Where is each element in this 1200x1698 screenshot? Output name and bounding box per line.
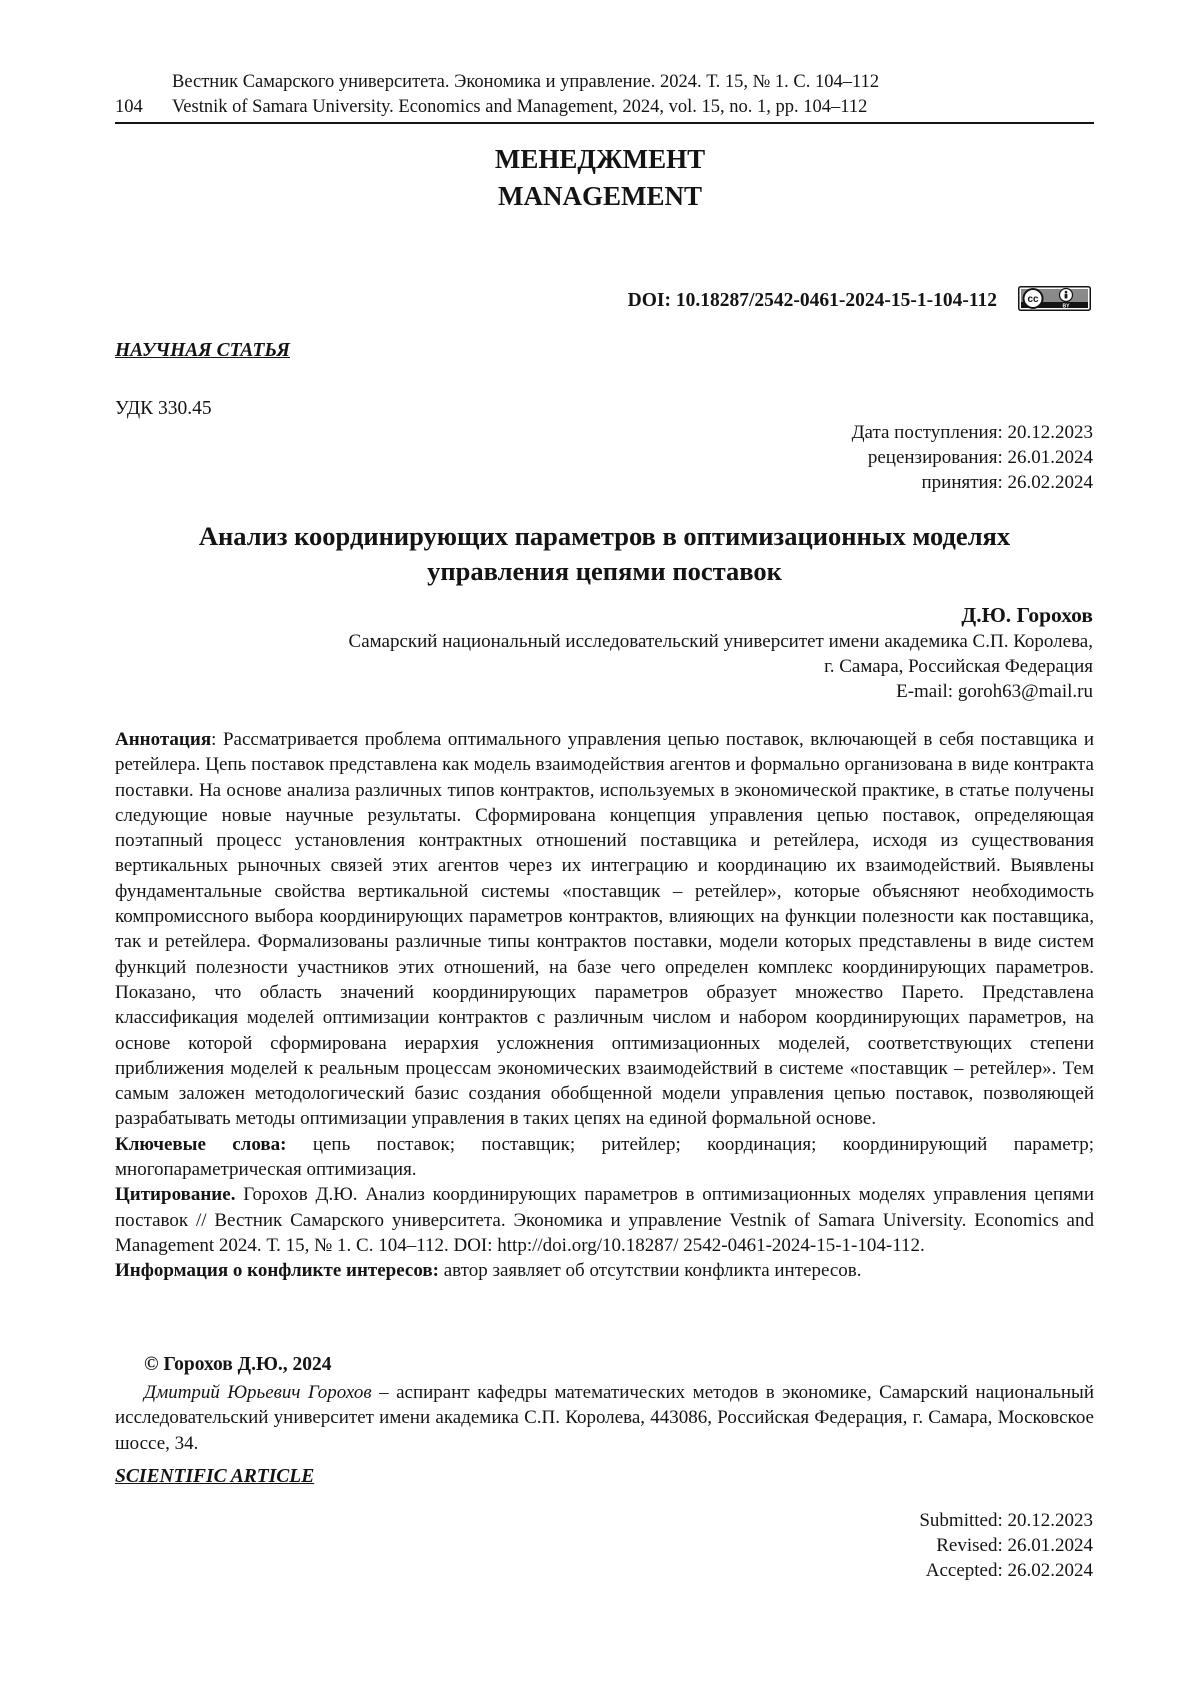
citation-paragraph: [115, 1182, 1094, 1258]
author-email[interactable]: E-mail: goroh63@mail.ru: [896, 681, 1093, 702]
bio-name: Дмитрий Юрьевич Горохов: [144, 1382, 372, 1403]
date-received: Дата поступления: 20.12.2023: [851, 422, 1093, 443]
date-submitted: Submitted: 20.12.2023: [919, 1510, 1093, 1531]
article-body: [115, 727, 1094, 1284]
title-line-1: Анализ координирующих параметров в оптимизационных моделях: [198, 521, 1011, 551]
article-type-en: SCIENTIFIC ARTICLE: [115, 1466, 315, 1487]
udk-code: УДК 330.45: [115, 398, 212, 419]
abstract-paragraph: [115, 727, 1094, 1132]
section-title-en: MANAGEMENT: [498, 181, 702, 211]
abstract-text: : Рассматривается проблема оптимального управления цепью поставок, включающей в себя поставщика и ретейлера. Цепь поставок представлена как модель взаимодействия агентов и формально организована в виде контракта поставки. На основе анализа различных типов контрактов, используемых в экономической практике, в статье получены следующие новые научные результаты. Сформирована концепция управления цепью поставок, определяющая поэтапный процесс установления контрактных отношений поставщика и ретейлера, исходя из существования вертикальных рыночных связей этих агентов через их интеграцию и координацию их взаимодействий. Выявлены фундаментальные свойства вертикальной системы «поставщик – ретейлер», которые объясняют необходимость компромиссного выбора координирующих параметров контрактов, влияющих на функции полезности как поставщика, так и ретейлера. Формализованы различные типы контрактов поставки, модели которых представлены в виде систем функций полезности участников этих отношений, на базе чего определен комплекс координирующих параметров. Показано, что область значений координирующих параметров образует множество Парето. Представлена классификация моделей оптимизации контрактов с различным числом и набором координирующих параметров, на основе которой сформирована иерархия усложнения оптимизационных моделей, соответствующих степени приближения моделей к реальным процессам экономических взаимодействий в системе «поставщик – ретейлер». Тем самым заложен методологический базис создания обобщенной модели управления цепью поставок, позволяющей разрабатывать методы оптимизации управления в таких цепях на единой формальной основе.: [115, 729, 1094, 1130]
bio-text: – аспирант кафедры математических методов в экономике, Самарский национальный исследовательский университет имени академика С.П. Королева, 443086, Российская Федерация, г. Самара, Московское шоссе, 34.: [115, 1382, 1094, 1454]
conflict-label: Информация о конфликте интересов:: [115, 1260, 439, 1282]
conflict-paragraph: [115, 1258, 1094, 1283]
affiliation-line-1: Самарский национальный исследовательский университет имени академика С.П. Королева,: [348, 631, 1093, 652]
date-revised: Revised: 26.01.2024: [936, 1535, 1093, 1556]
date-accepted: принятия: 26.02.2024: [921, 472, 1093, 493]
keywords-paragraph: [115, 1132, 1094, 1183]
citation-label: Цитирование.: [115, 1184, 236, 1206]
dates-ru: [852, 420, 1093, 495]
article-title: [115, 519, 1094, 589]
article-type-ru: НАУЧНАЯ СТАТЬЯ: [115, 340, 290, 361]
journal-title-en: Vestnik of Samara University. Economics and Management, 2024, vol. 15, no. 1, pp. 104–112: [172, 97, 868, 117]
journal-title-ru: Вестник Самарского университета. Экономика и управление. 2024. Т. 15, № 1. С. 104–112: [172, 72, 880, 92]
abstract-label: Аннотация: [115, 729, 212, 750]
date-reviewed: рецензирования: 26.01.2024: [867, 447, 1093, 468]
affiliation-line-2: г. Самара, Российская Федерация: [824, 656, 1093, 677]
cc-text: cc: [1027, 294, 1039, 305]
author-name: Д.Ю. Горохов: [961, 603, 1093, 627]
title-line-2: управления цепями поставок: [427, 556, 782, 586]
keywords-text: цепь поставок; поставщик; ритейлер; координация; координирующий параметр; многопараметрическая оптимизация.: [115, 1133, 1094, 1181]
conflict-text: автор заявляет об отсутствии конфликта интересов.: [438, 1260, 862, 1282]
dates-en: [919, 1508, 1093, 1583]
keywords-label: Ключевые слова:: [115, 1133, 287, 1155]
by-text: BY: [1062, 303, 1070, 310]
citation-text: Горохов Д.Ю. Анализ координирующих параметров в оптимизационных моделях управления цепями поставок // Вестник Самарского университета. Экономика и управление Vestnik of Samara University. Economics and Management 2024. Т. 15, № 1. С. 104–112. DOI: http://doi.org/10.18287/ 2542-0461-2024-15-1-104-112.: [115, 1184, 1094, 1256]
header-divider: [115, 122, 1094, 124]
page-number: 104: [115, 97, 143, 117]
copyright-notice: © Горохов Д.Ю., 2024: [144, 1354, 332, 1375]
author-bio: [115, 1380, 1094, 1456]
doi-label: DOI: 10.18287/2542-0461-2024-15-1-104-112: [627, 290, 997, 311]
section-title-ru: МЕНЕДЖМЕНТ: [494, 144, 706, 174]
date-accepted-en: Accepted: 26.02.2024: [925, 1560, 1093, 1581]
author-affiliation: [349, 629, 1093, 704]
cc-by-icon[interactable]: [1018, 286, 1091, 311]
